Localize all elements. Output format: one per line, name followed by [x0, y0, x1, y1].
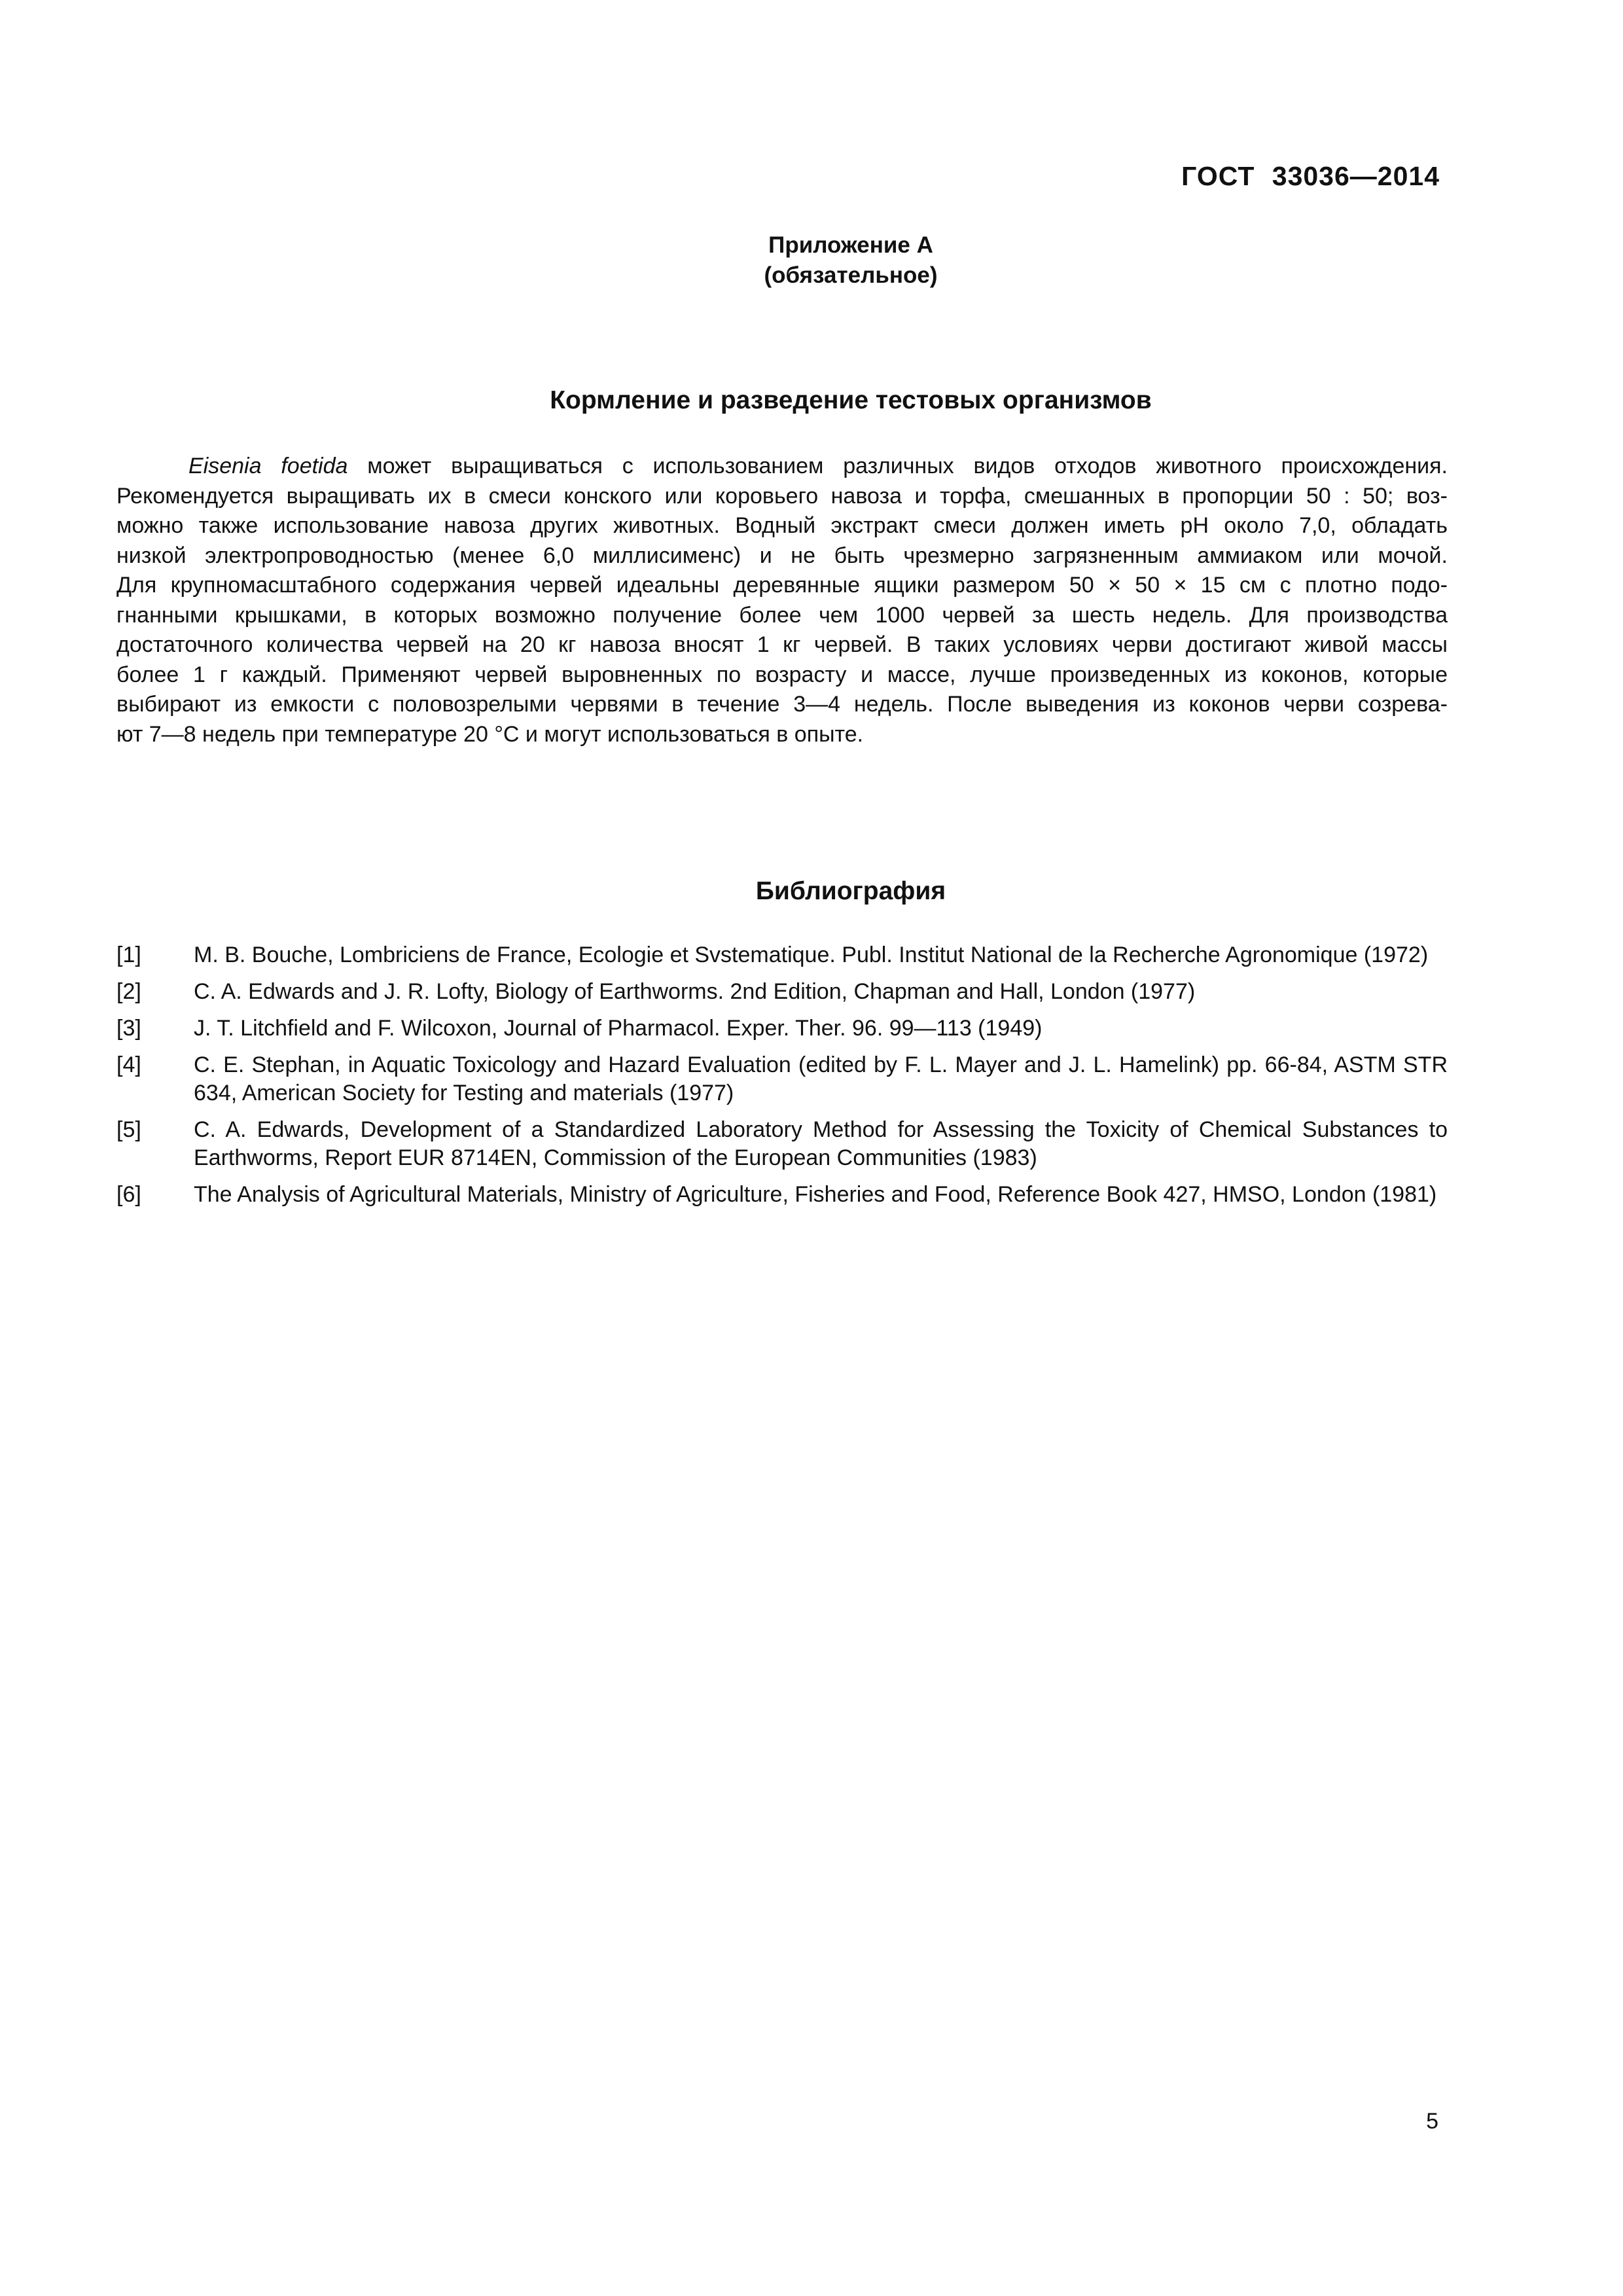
bibliography-item-number: [2]: [116, 979, 141, 1004]
species-name: Eisenia foetida: [188, 454, 348, 478]
bibliography-item-number: [6]: [116, 1182, 141, 1207]
page-number: 5: [1426, 2109, 1438, 2134]
feeding-section-title: Кормление и разведение тестовых организмов: [550, 386, 1152, 414]
body-line-9: выбирают из емкости с половозрелыми червями в течение 3—4 недель. После выведения из коконов черви созрева-: [116, 692, 1448, 717]
annex-status: (обязательное): [764, 262, 938, 288]
body-line-1-text: может выращиваться с использованием различных видов отходов животного происхождения.: [348, 454, 1448, 478]
bibliography-item: [116, 978, 1448, 1006]
body-line-10: ют 7—8 недель при температуре 20 °С и могут использоваться в опыте.: [116, 721, 864, 747]
bibliography-item-text: M. B. Bouche, Lombriciens de France, Ecologie et Svstematique. Publ. Institut National de la Recherche Agronomique (1972): [194, 942, 1429, 967]
bibliography-item: [116, 1051, 1448, 1107]
body-line-8: более 1 г каждый. Применяют червей выровненных по возрасту и массе, лучше произведенных из коконов, которые: [116, 662, 1448, 687]
bibliography-item-text: C. A. Edwards and J. R. Lofty, Biology of Earthworms. 2nd Edition, Chapman and Hall, London (1977): [194, 979, 1196, 1004]
annex-heading: [0, 230, 1623, 291]
bibliography-item-number: [4]: [116, 1052, 141, 1077]
bibliography-list: [116, 941, 1448, 1217]
bibliography-item-number: [1]: [116, 942, 141, 967]
bibliography-item-text: The Analysis of Agricultural Materials, Ministry of Agriculture, Fisheries and Food, Reference Book 427, HMSO, London (1981): [194, 1182, 1437, 1207]
body-line-6: гнанными крышками, в которых возможно получение более чем 1000 червей за шесть недель. Для производства: [116, 602, 1448, 628]
bibliography-item: [116, 1014, 1448, 1043]
bibliography-item: [116, 941, 1448, 969]
bibliography-item: [116, 1181, 1448, 1209]
body-line-3: можно также использование навоза других животных. Водный экстракт смеси должен иметь pH около 7,0, обладать: [116, 513, 1448, 538]
body-line-2: Рекомендуется выращивать их в смеси конского или коровьего навоза и торфа, смешанных в пропорции 50 : 50; воз-: [116, 483, 1448, 509]
bibliography-item-text: J. T. Litchfield and F. Wilcoxon, Journal of Pharmacol. Exper. Ther. 96. 99—113 (1949): [194, 1016, 1043, 1041]
body-line-7: достаточного количества червей на 20 кг навоза вносят 1 кг червей. В таких условиях черви достигают живой массы: [116, 632, 1448, 657]
bibliography-item-number: [3]: [116, 1016, 141, 1041]
body-line-5: Для крупномасштабного содержания червей идеальны деревянные ящики размером 50 × 50 × 15 см с плотно подо-: [116, 573, 1448, 598]
body-line-1: [116, 452, 1448, 482]
bibliography-item-number: [5]: [116, 1117, 141, 1142]
standard-code: ГОСТ 33036—2014: [1181, 161, 1440, 191]
feeding-section-body: [116, 452, 1448, 749]
body-line-4: низкой электропроводностью (менее 6,0 миллисименс) и не быть чрезмерно загрязненным аммиаком или мочой.: [116, 543, 1448, 568]
bibliography-item-text: C. E. Stephan, in Aquatic Toxicology and Hazard Evaluation (edited by F. L. Mayer and J. L. Hamelink) pp. 66-84, ASTM STR 634, American Society for Testing and materials (1977): [194, 1052, 1448, 1105]
annex-label: Приложение А: [768, 232, 933, 258]
bibliography-item: [116, 1116, 1448, 1172]
bibliography-item-text: C. A. Edwards, Development of a Standardized Laboratory Method for Assessing the Toxicity of Chemical Substances to Earthworms, Report EUR 8714EN, Commission of the European Communities (1983): [194, 1117, 1448, 1170]
bibliography-title: Библиография: [755, 877, 946, 905]
